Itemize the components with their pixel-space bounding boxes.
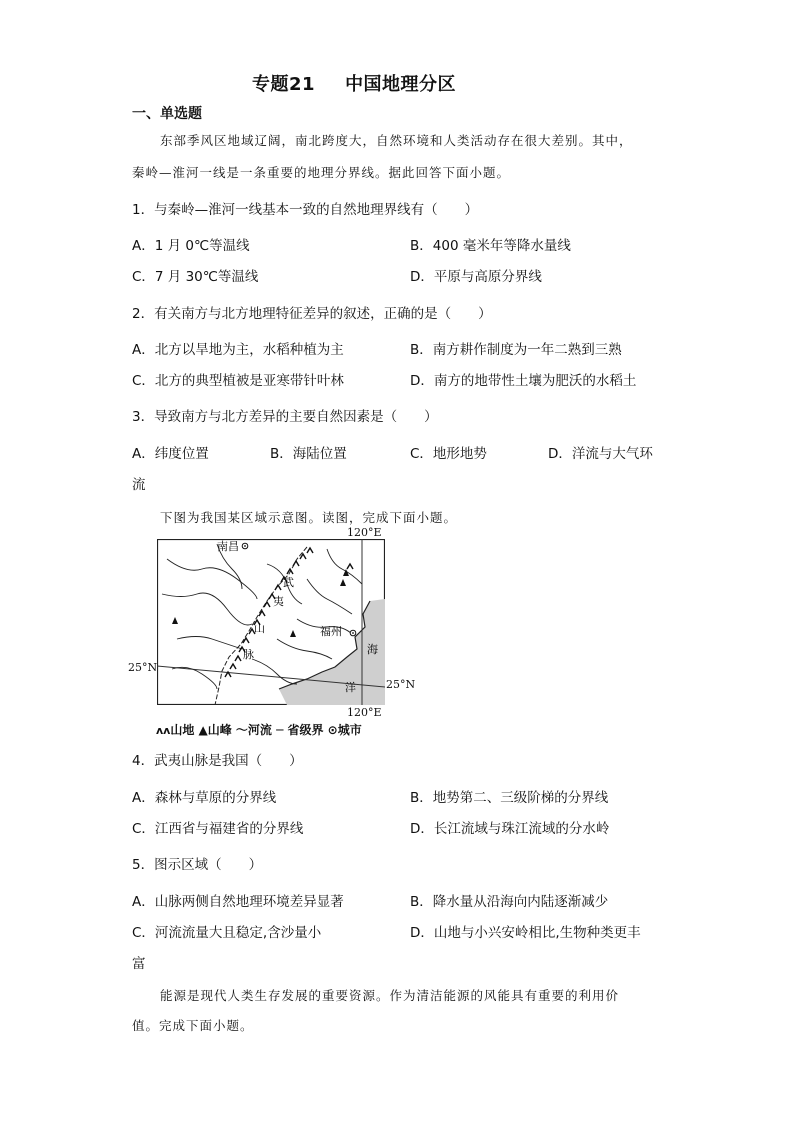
mountain-char-1: 武 <box>283 576 294 589</box>
question-3-stem: 3．导致南方与北方差异的主要自然因素是（ ） <box>132 409 438 425</box>
mountain-icon: ᴧᴧ <box>156 724 171 737</box>
page-title <box>252 70 456 96</box>
legend-text: 山地 ▲山峰 〜河流 ─ 省级界 ⊙城市 <box>170 723 362 737</box>
q5-option-d[interactable]: D．山地与小兴安岭相比,生物种类更丰 <box>410 925 641 941</box>
intro1-line1: 东部季风区地域辽阔，南北跨度大，自然环境和人类活动存在很大差别。其中， <box>160 133 633 148</box>
city-label-nanchang: 南昌 <box>217 540 239 553</box>
lat-label-right: 25°N <box>386 678 416 691</box>
q4-option-b[interactable]: B．地势第二、三级阶梯的分界线 <box>410 790 609 806</box>
title-prefix: 专题 <box>252 74 289 95</box>
mountain-char-3: 山 <box>254 622 265 635</box>
map-legend <box>156 721 362 738</box>
q4-option-d[interactable]: D．长江流域与珠江流域的分水岭 <box>410 821 610 837</box>
intro2: 下图为我国某区域示意图。读图，完成下面小题。 <box>160 510 458 525</box>
section-heading: 一、单选题 <box>132 106 202 122</box>
q3-option-c[interactable]: C．地形地势 <box>410 446 487 462</box>
title-name: 中国地理分区 <box>345 74 457 95</box>
question-1-stem: 1．与秦岭—淮河一线基本一致的自然地理界线有（ ） <box>132 202 479 218</box>
q3-option-d-wrap: 流 <box>132 477 146 493</box>
q5-option-a[interactable]: A．山脉两侧自然地理环境差异显著 <box>132 894 344 910</box>
intro1-line2: 秦岭—淮河一线是一条重要的地理分界线。据此回答下面小题。 <box>132 165 511 180</box>
q3-option-b[interactable]: B．海陆位置 <box>270 446 347 462</box>
q2-option-d[interactable]: D．南方的地带性土壤为肥沃的水稻土 <box>410 373 637 389</box>
intro3-line1: 能源是现代人类生存发展的重要资源。作为清洁能源的风能具有重要的利用价 <box>160 988 620 1003</box>
q5-option-b[interactable]: B．降水量从沿海向内陆逐渐减少 <box>410 894 609 910</box>
q4-option-c[interactable]: C．江西省与福建省的分界线 <box>132 821 304 837</box>
q1-option-d[interactable]: D．平原与高原分界线 <box>410 269 542 285</box>
q1-option-b[interactable]: B．400 毫米年等降水量线 <box>410 238 571 254</box>
q2-option-b[interactable]: B．南方耕作制度为一年二熟到三熟 <box>410 342 622 358</box>
lon-label-bottom: 120°E <box>347 706 382 719</box>
q1-option-c[interactable]: C．7 月 30℃等温线 <box>132 269 259 285</box>
q2-option-a[interactable]: A．北方以旱地为主，水稻种植为主 <box>132 342 344 358</box>
q3-option-a[interactable]: A．纬度位置 <box>132 446 209 462</box>
mountain-char-2: 夷 <box>273 595 284 608</box>
q3-option-d[interactable]: D．洋流与大气环 <box>548 446 653 462</box>
city-label-fuzhou: 福州 <box>320 625 342 638</box>
q5-option-c[interactable]: C．河流流量大且稳定,含沙量小 <box>132 925 322 941</box>
intro3-line2: 值。完成下面小题。 <box>132 1018 254 1033</box>
lat-label-left: 25°N <box>128 661 158 674</box>
region-map <box>157 539 385 705</box>
question-2-stem: 2．有关南方与北方地理特征差异的叙述，正确的是（ ） <box>132 306 492 322</box>
sea-char-2: 洋 <box>345 681 356 694</box>
q1-option-a[interactable]: A．1 月 0℃等温线 <box>132 238 250 254</box>
sea-char-1: 海 <box>367 643 378 656</box>
q5-option-d-wrap: 富 <box>132 956 146 972</box>
title-number: 21 <box>289 74 316 95</box>
lon-label-top: 120°E <box>347 526 382 539</box>
q2-option-c[interactable]: C．北方的典型植被是亚寒带针叶林 <box>132 373 344 389</box>
mountain-char-4: 脉 <box>243 648 254 661</box>
question-4-stem: 4．武夷山脉是我国（ ） <box>132 753 303 769</box>
question-5-stem: 5．图示区域（ ） <box>132 857 263 873</box>
q4-option-a[interactable]: A．森林与草原的分界线 <box>132 790 277 806</box>
rivers <box>162 544 362 689</box>
